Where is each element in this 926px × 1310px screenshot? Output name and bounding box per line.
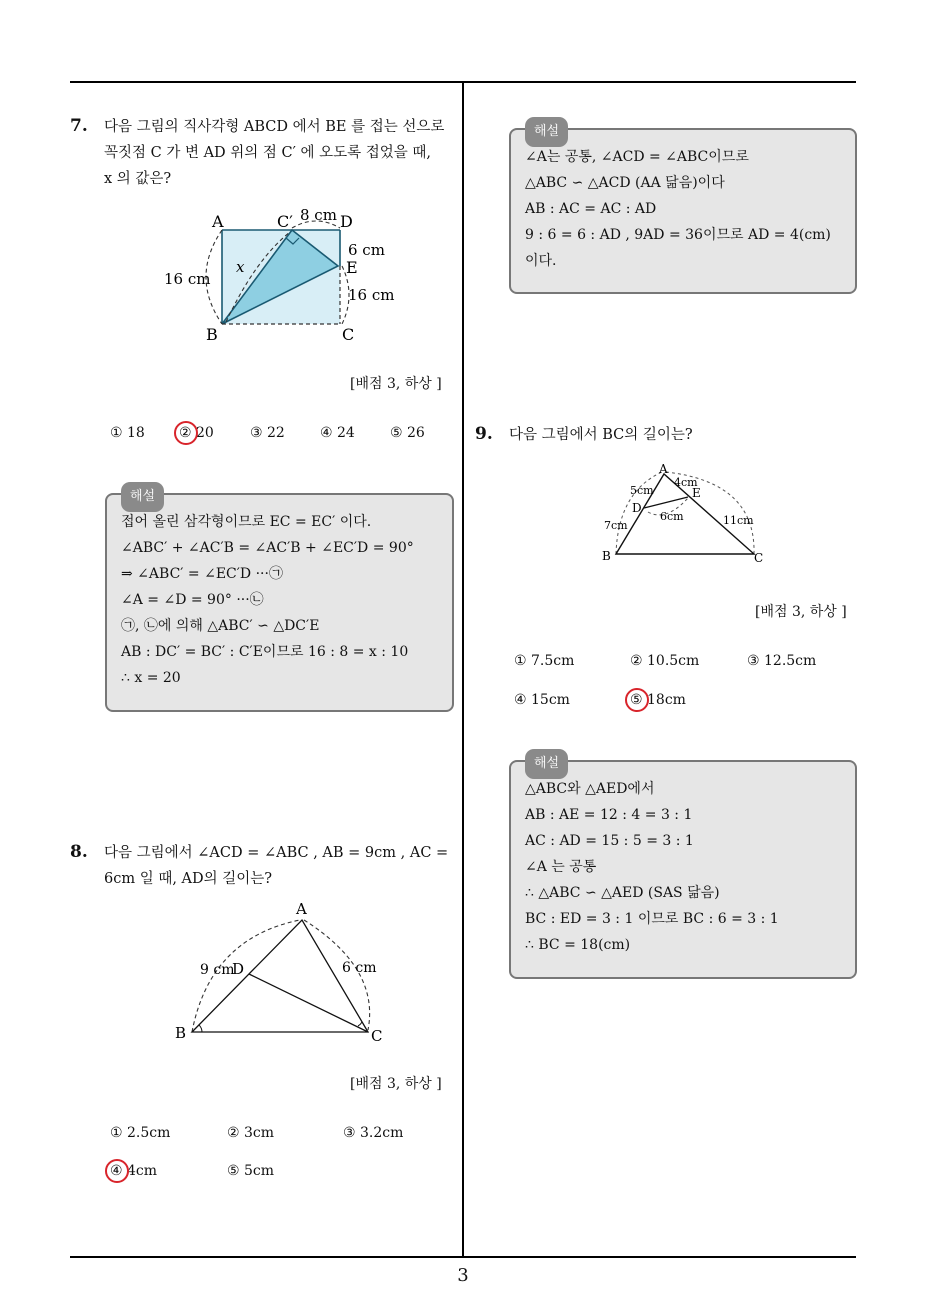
q8-figure	[170, 898, 390, 1048]
q7-choice-2[interactable]: ② 20	[179, 425, 214, 441]
q8-choice-2[interactable]: ② 3cm	[227, 1125, 275, 1141]
q8-choice-3[interactable]: ③ 3.2cm	[343, 1125, 404, 1141]
q7-explanation-box	[105, 489, 454, 712]
q7-choice-5[interactable]: ⑤ 26	[390, 425, 425, 441]
q9-choice-5[interactable]: ⑤ 18cm	[630, 692, 686, 708]
page-number: 3	[457, 1265, 469, 1286]
q9-choice-2[interactable]: ② 10.5cm	[630, 653, 700, 669]
q7-choice-1[interactable]: ① 18	[110, 425, 145, 441]
q7-exp-line: AB : DC′ = BC′ : C′E이므로 16 : 8 = x : 10	[121, 644, 409, 660]
q8-choice-4[interactable]: ④ 4cm	[110, 1163, 158, 1179]
q9-label-E: E	[692, 486, 701, 500]
q7-question-text	[104, 114, 459, 192]
q9-label-7cm: 7cm	[604, 519, 628, 532]
q7-exp-line: ∴ x = 20	[121, 670, 181, 686]
q9-answer-mark	[625, 688, 649, 712]
q9-explanation-tag: 해설	[525, 749, 568, 779]
q7-choice-4[interactable]: ④ 24	[320, 425, 355, 441]
q8-answer-mark	[105, 1159, 129, 1183]
q9-choice-4[interactable]: ④ 15cm	[514, 692, 570, 708]
q8-angle-mark-B	[199, 1025, 202, 1032]
q8-exp-line: 9 : 6 = 6 : AD , 9AD = 36이므로 AD = 4(cm)	[525, 227, 831, 243]
q9-label-A: A	[659, 462, 668, 476]
q8-exp-line: △ABC ∽ △ACD (AA 닮음)이다	[525, 175, 725, 191]
q7-label-Cprime: C′	[277, 212, 293, 231]
q9-number: 9.	[475, 424, 493, 444]
q7-exp-line: 접어 올린 삼각형이므로 EC = EC′ 이다.	[121, 514, 372, 530]
q7-figure	[160, 200, 410, 350]
q9-exp-line: ∠A 는 공통	[525, 859, 597, 875]
q8-label-6cm: 6 cm	[342, 960, 377, 976]
q7-label-A: A	[212, 212, 224, 231]
q9-label-6cm: 6cm	[660, 510, 684, 523]
q7-label-B: B	[206, 325, 218, 344]
q8-explanation-tag: 해설	[525, 117, 568, 147]
q7-label-6: 6 cm	[348, 241, 385, 259]
q9-exp-line: △ABC와 △AED에서	[525, 781, 655, 797]
q8-label-C: C	[371, 1027, 383, 1045]
q8-label-A: A	[296, 900, 307, 918]
q8-segment-CD	[249, 974, 368, 1032]
q7-line: x 의 값은?	[104, 171, 172, 187]
q8-exp-line: ∠A는 공통, ∠ACD = ∠ABC이므로	[525, 149, 749, 165]
q8-line: 6cm 일 때, AD의 길이는?	[104, 871, 273, 887]
q9-label-B: B	[602, 549, 611, 563]
q9-exp-line: ∴ △ABC ∽ △AED (SAS 닮음)	[525, 885, 720, 901]
q9-label-5cm: 5cm	[630, 484, 654, 497]
q7-exp-line: ∠A = ∠D = 90° ···㉡	[121, 592, 264, 608]
q7-explanation-tag: 해설	[121, 482, 164, 512]
q7-exp-line: ⇒ ∠ABC′ = ∠EC′D ···㉠	[121, 566, 283, 582]
q8-exp-line: 이다.	[525, 253, 557, 269]
q8-label-9cm: 9 cm	[200, 962, 235, 978]
q9-label-C: C	[754, 551, 764, 565]
q9-question-text	[509, 422, 849, 448]
q7-label-E: E	[346, 258, 358, 277]
q8-score: [배점 3, 하상 ]	[350, 1076, 442, 1092]
q9-figure	[596, 462, 786, 572]
q8-choice-1[interactable]: ① 2.5cm	[110, 1125, 171, 1141]
q8-choice-5[interactable]: ⑤ 5cm	[227, 1163, 275, 1179]
q7-line: 다음 그림의 직사각형 ABCD 에서 BE 를 접는 선으로	[104, 119, 445, 135]
q9-exp-line: AC : AD = 15 : 5 = 3 : 1	[525, 833, 694, 849]
q7-label-16-right: 16 cm	[348, 286, 395, 304]
q7-number: 7.	[70, 116, 88, 136]
q9-label-4cm: 4cm	[674, 476, 698, 489]
q9-label-11cm: 11cm	[723, 514, 754, 527]
q7-exp-line: ∠ABC′ + ∠AC′B = ∠AC′B + ∠EC′D = 90°	[121, 540, 414, 556]
q7-label-D: D	[340, 212, 353, 231]
q9-explanation-box	[509, 756, 857, 979]
q8-explanation-box	[509, 124, 857, 294]
q9-exp-line: AB : AE = 12 : 4 = 3 : 1	[525, 807, 693, 823]
q9-exp-line: ∴ BC = 18(cm)	[525, 937, 631, 953]
q7-answer-mark	[174, 421, 198, 445]
bottom-rule	[70, 1256, 856, 1258]
q9-score: [배점 3, 하상 ]	[755, 604, 847, 620]
q7-line: 꼭짓점 C 가 변 AD 위의 점 C′ 에 오도록 접었을 때,	[104, 145, 431, 161]
q8-line: 다음 그림에서 ∠ACD = ∠ABC , AB = 9cm , AC =	[104, 845, 449, 861]
q8-label-D: D	[232, 960, 245, 978]
q7-label-x: x	[236, 258, 245, 276]
q8-angle-mark-C	[358, 1022, 362, 1026]
q9-choice-3[interactable]: ③ 12.5cm	[747, 653, 817, 669]
q9-choice-1[interactable]: ① 7.5cm	[514, 653, 575, 669]
q7-choice-3[interactable]: ③ 22	[250, 425, 285, 441]
q8-number: 8.	[70, 842, 88, 862]
column-divider	[462, 83, 464, 1256]
q9-exp-line: BC : ED = 3 : 1 이므로 BC : 6 = 3 : 1	[525, 911, 779, 927]
q8-question-text	[104, 840, 459, 892]
q9-label-D: D	[632, 501, 642, 515]
q9-line: 다음 그림에서 BC의 길이는?	[509, 427, 693, 443]
q7-label-C: C	[342, 325, 355, 344]
q7-exp-line: ㉠, ㉡에 의해 △ABC′ ∽ △DC′E	[121, 618, 320, 634]
q8-exp-line: AB : AC = AC : AD	[525, 201, 657, 217]
q7-score: [배점 3, 하상 ]	[350, 376, 442, 392]
q7-label-8: 8 cm	[300, 206, 337, 224]
q9-segment-DE	[644, 497, 688, 508]
q7-label-16-left: 16 cm	[164, 270, 211, 288]
q8-label-B: B	[175, 1024, 187, 1042]
